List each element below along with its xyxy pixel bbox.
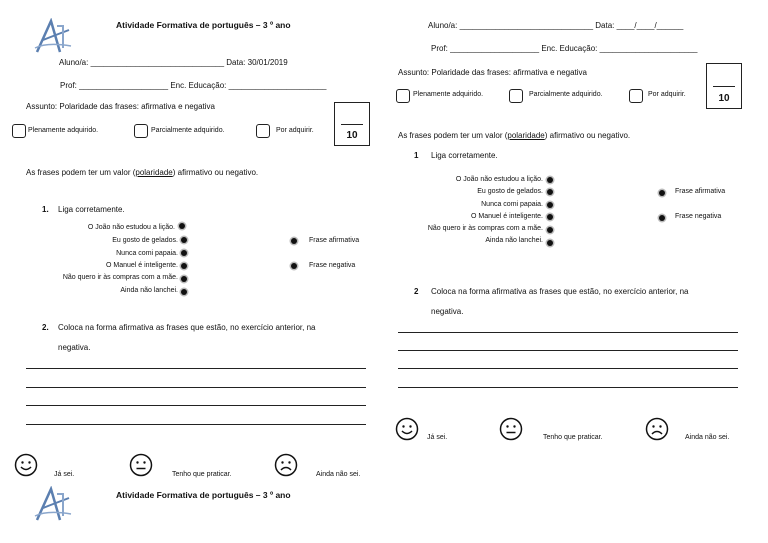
match-dot[interactable] bbox=[181, 250, 187, 256]
match-dot[interactable] bbox=[181, 289, 187, 295]
feedback-label-dont-know: Ainda não sei. bbox=[316, 471, 361, 478]
option-checkbox-partial-right[interactable] bbox=[509, 89, 523, 103]
answer-line[interactable] bbox=[398, 387, 738, 388]
option-label-full: Plenamente adquirido. bbox=[28, 127, 99, 134]
subject-line: Assunto: Polaridade das frases: afirmativa e negativa bbox=[26, 102, 215, 111]
grade-box-right bbox=[706, 63, 742, 109]
match-dot[interactable] bbox=[181, 276, 187, 282]
keyword-polaridade: polaridade bbox=[135, 168, 173, 177]
question-2-number-right: 2 bbox=[414, 287, 419, 296]
sentence-right-1: O João não estudou a lição. bbox=[455, 176, 543, 183]
question-1-number: 1. bbox=[42, 205, 49, 214]
match-dot[interactable] bbox=[179, 223, 185, 229]
option-checkbox-none[interactable] bbox=[256, 124, 270, 138]
match-dot[interactable] bbox=[547, 214, 553, 220]
question-1-text-right: Liga corretamente. bbox=[431, 151, 498, 160]
footer-title: Atividade Formativa de português – 3 º ano bbox=[116, 490, 291, 500]
sentence-left-2: Eu gosto de gelados. bbox=[112, 237, 178, 244]
answer-line[interactable] bbox=[26, 387, 366, 388]
option-label-none-right: Por adquirir. bbox=[648, 91, 686, 98]
answer-line[interactable] bbox=[398, 368, 738, 369]
grade-box bbox=[334, 102, 370, 146]
target-affirmative-right: Frase afirmativa bbox=[675, 188, 726, 195]
question-2-number: 2. bbox=[42, 323, 49, 332]
match-dot[interactable] bbox=[547, 240, 553, 246]
match-dot[interactable] bbox=[547, 227, 553, 233]
sentence-right-3: Nunca comi papaia. bbox=[481, 201, 543, 208]
question-2-text-cont-right: negativa. bbox=[431, 307, 464, 316]
sentence-right-4: O Manuel é inteligente. bbox=[471, 213, 543, 220]
keyword-polaridade-right: polaridade bbox=[507, 131, 545, 140]
school-logo-footer bbox=[33, 486, 73, 522]
match-dot-target[interactable] bbox=[291, 238, 297, 244]
sentence-right-5: Não quero ir às compras com a mãe. bbox=[427, 225, 543, 232]
feedback-label-know-right: Já sei. bbox=[427, 434, 448, 441]
answer-line[interactable] bbox=[398, 332, 738, 333]
target-affirmative: Frase afirmativa bbox=[309, 237, 360, 244]
option-label-partial-right: Parcialmente adquirido. bbox=[529, 91, 603, 98]
match-dot[interactable] bbox=[181, 237, 187, 243]
student-line-right: Aluno/a: ______________________________ Data: ____/____/______ bbox=[428, 21, 684, 30]
neutral-face-icon[interactable] bbox=[499, 417, 523, 441]
option-label-none: Por adquirir. bbox=[276, 127, 314, 134]
sentence-left-4: O Manuel é inteligente. bbox=[106, 262, 178, 269]
option-label-full-right: Plenamente adquirido. bbox=[413, 91, 484, 98]
answer-line[interactable] bbox=[26, 424, 366, 425]
subject-line-right: Assunto: Polaridade das frases: afirmativa e negativa bbox=[398, 68, 587, 77]
sentence-right-2: Eu gosto de gelados. bbox=[477, 188, 543, 195]
worksheet-title: Atividade Formativa de português – 3 º ano bbox=[116, 20, 291, 30]
feedback-label-dont-know-right: Ainda não sei. bbox=[685, 434, 730, 441]
feedback-label-practice-right: Tenho que praticar. bbox=[543, 434, 603, 441]
option-checkbox-full-right[interactable] bbox=[396, 89, 410, 103]
answer-line[interactable] bbox=[398, 350, 738, 351]
happy-face-icon[interactable] bbox=[395, 417, 419, 441]
match-dot[interactable] bbox=[181, 263, 187, 269]
happy-face-icon[interactable] bbox=[14, 453, 38, 477]
sentence-right-6: Ainda não lanchei. bbox=[485, 237, 543, 244]
match-dot-target[interactable] bbox=[659, 190, 665, 196]
target-negative-right: Frase negativa bbox=[675, 213, 722, 220]
option-label-partial: Parcialmente adquirido. bbox=[151, 127, 225, 134]
neutral-face-icon[interactable] bbox=[129, 453, 153, 477]
teacher-guardian-line-right: Prof: ____________________ Enc. Educação: ______________________ bbox=[431, 44, 698, 53]
question-2-text: Coloca na forma afirmativa as frases que estão, no exercício anterior, na bbox=[58, 323, 316, 332]
option-checkbox-partial[interactable] bbox=[134, 124, 148, 138]
grade-value-right: 10 bbox=[718, 93, 730, 104]
grade-value: 10 bbox=[346, 130, 358, 141]
match-dot[interactable] bbox=[547, 202, 553, 208]
intro-text-right: As frases podem ter um valor (polaridade) afirmativo ou negativo. bbox=[398, 131, 631, 140]
question-1-text: Liga corretamente. bbox=[58, 205, 125, 214]
teacher-guardian-line: Prof: ____________________ Enc. Educação: ______________________ bbox=[60, 81, 327, 90]
sentence-left-5: Não quero ir às compras com a mãe. bbox=[62, 274, 178, 281]
sentence-left-6: Ainda não lanchei. bbox=[120, 287, 178, 294]
feedback-label-practice: Tenho que praticar. bbox=[172, 471, 232, 478]
target-negative: Frase negativa bbox=[309, 262, 356, 269]
sentence-left-3: Nunca comi papaia. bbox=[116, 250, 178, 257]
option-checkbox-none-right[interactable] bbox=[629, 89, 643, 103]
question-2-text-cont: negativa. bbox=[58, 343, 91, 352]
answer-line[interactable] bbox=[26, 405, 366, 406]
match-dot[interactable] bbox=[547, 177, 553, 183]
feedback-label-know: Já sei. bbox=[54, 471, 75, 478]
question-2-text-right: Coloca na forma afirmativa as frases que estão, no exercício anterior, na bbox=[431, 287, 689, 296]
sad-face-icon[interactable] bbox=[274, 453, 298, 477]
match-dot[interactable] bbox=[547, 189, 553, 195]
student-line: Aluno/a: ______________________________ Data: 30/01/2019 bbox=[59, 58, 288, 67]
sentence-left-1: O João não estudou a lição. bbox=[87, 224, 175, 231]
answer-line[interactable] bbox=[26, 368, 366, 369]
option-checkbox-full[interactable] bbox=[12, 124, 26, 138]
question-1-number-right: 1 bbox=[414, 151, 419, 160]
match-dot-target[interactable] bbox=[659, 215, 665, 221]
match-dot-target[interactable] bbox=[291, 263, 297, 269]
intro-text: As frases podem ter um valor (polaridade) afirmativo ou negativo. bbox=[26, 168, 259, 177]
sad-face-icon[interactable] bbox=[645, 417, 669, 441]
school-logo bbox=[33, 18, 73, 54]
